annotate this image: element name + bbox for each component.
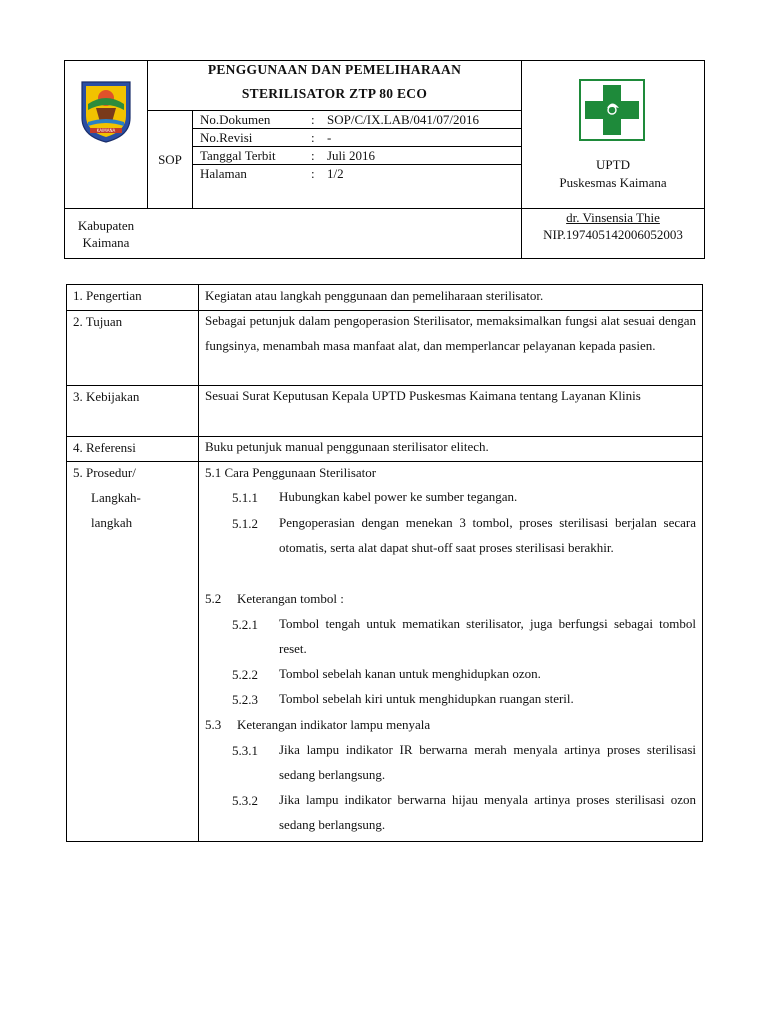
section-number: 5.3 (205, 717, 222, 732)
label-prosedur-line3: langkah (91, 515, 133, 530)
item-number: 5.1.1 (232, 490, 258, 505)
section-5-3-title: Keterangan indikator lampu menyala (237, 717, 431, 732)
label-prosedur-line1: 5. Prosedur/ (73, 465, 136, 480)
emblem-text: KAIMANA (96, 128, 116, 133)
label-tujuan: 2. Tujuan (73, 314, 123, 329)
item-number: 5.3.2 (232, 793, 258, 808)
meta-value-no-dokumen: SOP/C/IX.LAB/041/07/2016 (327, 112, 480, 127)
item-5-2-2-text: Tombol sebelah kanan untuk menghidupkan ozon. (279, 666, 541, 681)
sop-label: SOP (158, 152, 182, 167)
meta-sep: : (311, 166, 315, 181)
puskesmas-cross-logo (579, 79, 645, 141)
signer-name: dr. Vinsensia Thie (566, 210, 660, 225)
section-5-2-title: Keterangan tombol : (237, 591, 344, 606)
section-5-1-title: 5.1 Cara Penggunaan Sterilisator (205, 465, 377, 480)
meta-label-no-revisi: No.Revisi (200, 130, 253, 145)
item-5-3-1-text: Jika lampu indikator IR berwarna merah menyala artinya proses sterilisasi sedang berlangsung. (279, 742, 696, 783)
document-title-line2: STERILISATOR ZTP 80 ECO (241, 86, 428, 101)
meta-label-tanggal-terbit: Tanggal Terbit (200, 148, 276, 163)
meta-label-no-dokumen: No.Dokumen (200, 112, 271, 127)
item-number: 5.2.2 (232, 667, 258, 682)
item-5-1-2-text: Pengoperasian dengan menekan 3 tombol, proses sterilisasi berjalan secara otomatis, serta alat dapat shut-off saat proses sterilisasi berakhir. (279, 515, 696, 556)
item-5-2-1-text: Tombol tengah untuk mematikan sterilisator, juga berfungsi sebagai tombol reset. (279, 616, 696, 657)
meta-value-no-revisi: - (327, 130, 332, 145)
label-referensi: 4. Referensi (73, 440, 136, 455)
section-number: 5.2 (205, 591, 222, 606)
label-kebijakan: 3. Kebijakan (73, 389, 140, 404)
label-prosedur-line2: Langkah- (91, 490, 141, 505)
meta-sep: : (311, 130, 315, 145)
region-line1: Kabupaten (77, 218, 135, 233)
meta-label-halaman: Halaman (200, 166, 247, 181)
org-line2: Puskesmas Kaimana (559, 175, 667, 190)
item-number: 5.3.1 (232, 743, 258, 758)
item-number: 5.2.3 (232, 692, 258, 707)
item-number: 5.2.1 (232, 617, 258, 632)
item-5-1-1-text: Hubungkan kabel power ke sumber tegangan. (279, 489, 518, 504)
text-tujuan: Sebagai petunjuk dalam pengoperasion Sterilisator, memaksimalkan fungsi alat sesuai dengan fungsinya, menambah masa manfaat alat, dan memperlancar pelayanan kepada pasien. (205, 313, 696, 354)
meta-value-tanggal-terbit: Juli 2016 (327, 148, 376, 163)
document-title-line1: PENGGUNAAN DAN PEMELIHARAAN (207, 62, 462, 77)
meta-sep: : (311, 112, 315, 127)
item-5-3-2-text: Jika lampu indikator berwarna hijau menyala artinya proses sterilisasi ozon sedang berlangsung. (279, 792, 696, 833)
text-referensi: Buku petunjuk manual penggunaan sterilisator elitech. (205, 439, 489, 454)
signer-nip: NIP.197405142006052003 (543, 227, 683, 242)
item-5-2-3-text: Tombol sebelah kiri untuk menghidupkan ruangan steril. (279, 691, 574, 706)
meta-value-halaman: 1/2 (327, 166, 344, 181)
meta-sep: : (311, 148, 315, 163)
text-kebijakan: Sesuai Surat Keputusan Kepala UPTD Puskesmas Kaimana tentang Layanan Klinis (205, 388, 641, 403)
text-pengertian: Kegiatan atau langkah penggunaan dan pemeliharaan sterilisator. (205, 288, 544, 303)
label-pengertian: 1. Pengertian (73, 288, 142, 303)
kaimana-emblem-logo (74, 78, 138, 144)
org-line1: UPTD (596, 157, 630, 172)
region-line2: Kaimana (82, 235, 130, 250)
item-number: 5.1.2 (232, 516, 258, 531)
